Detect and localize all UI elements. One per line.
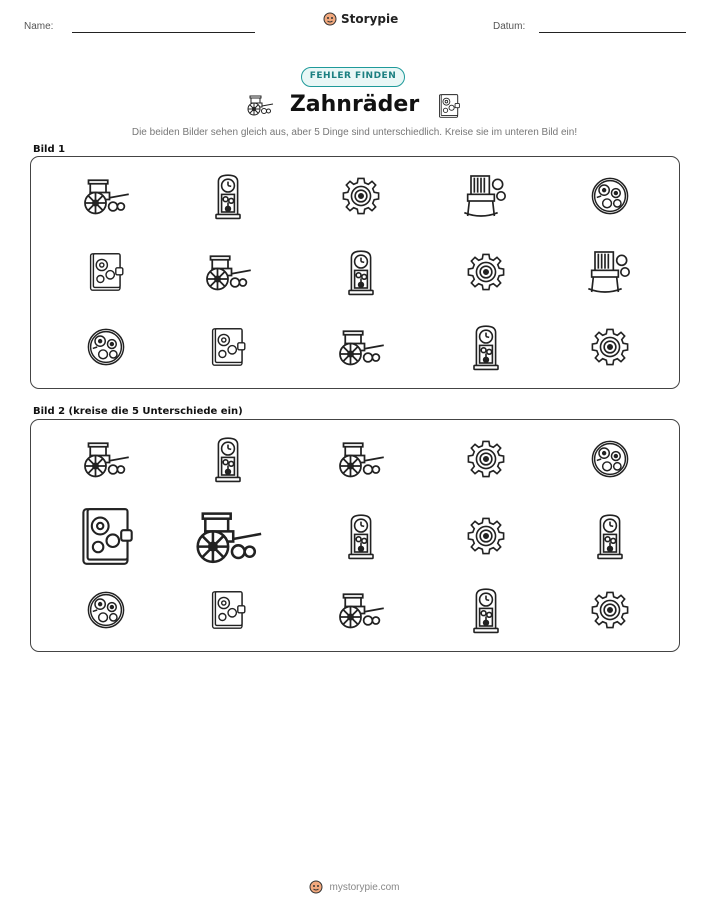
gear-book-icon xyxy=(75,505,138,568)
gear-book-icon xyxy=(85,251,127,293)
clock-icon xyxy=(470,323,502,371)
name-label: Name: xyxy=(24,21,54,32)
gear-cart-icon xyxy=(189,506,267,567)
clock-icon xyxy=(345,512,377,560)
brand-name: Storypie xyxy=(341,12,399,26)
picture1-item-gear-chair[interactable] xyxy=(585,247,635,297)
picture1-item-clockwork[interactable] xyxy=(84,325,128,369)
clockwork-icon xyxy=(84,588,128,632)
storypie-mascot-icon xyxy=(309,880,323,894)
picture2-item-gear[interactable] xyxy=(464,437,508,481)
footer-url: mystorypie.com xyxy=(329,881,400,893)
clock-icon xyxy=(345,248,377,296)
picture1-item-gear[interactable] xyxy=(339,174,383,218)
picture2-item-gear-cart[interactable] xyxy=(189,506,267,567)
gear-cart-icon xyxy=(79,175,133,217)
date-label: Datum: xyxy=(493,21,526,32)
clock-icon xyxy=(212,435,244,483)
clockwork-icon xyxy=(84,325,128,369)
picture1-item-clock[interactable] xyxy=(212,172,244,220)
picture1-item-gear-chair[interactable] xyxy=(461,171,511,221)
footer xyxy=(0,880,709,894)
clock-icon xyxy=(212,172,244,220)
picture1-item-clock[interactable] xyxy=(470,323,502,371)
picture2-label: Bild 2 (kreise die 5 Unterschiede ein) xyxy=(33,406,243,417)
clock-icon xyxy=(470,586,502,634)
gear-cart-icon xyxy=(334,326,388,368)
picture1-item-gear-cart[interactable] xyxy=(201,251,255,293)
picture2-item-gear-book[interactable] xyxy=(207,589,249,631)
picture1-item-gear[interactable] xyxy=(588,325,632,369)
picture2-item-clock[interactable] xyxy=(212,435,244,483)
picture2-item-clock[interactable] xyxy=(470,586,502,634)
picture1-item-clock[interactable] xyxy=(345,248,377,296)
picture1-item-gear-cart[interactable] xyxy=(79,175,133,217)
gear-book-icon xyxy=(436,93,462,124)
picture2-item-gear-cart[interactable] xyxy=(334,438,388,480)
gear-cart-icon xyxy=(334,589,388,631)
picture2-item-gear-cart[interactable] xyxy=(334,589,388,631)
gear-chair-icon xyxy=(461,171,511,221)
clockwork-icon xyxy=(588,174,632,218)
picture2-item-gear-cart[interactable] xyxy=(79,438,133,480)
gear-cart-icon xyxy=(79,438,133,480)
picture1-item-gear[interactable] xyxy=(464,250,508,294)
gear-book-icon xyxy=(207,326,249,368)
picture2-item-gear-book[interactable] xyxy=(75,505,138,568)
gear-icon xyxy=(464,250,508,294)
clock-icon xyxy=(594,512,626,560)
brand-logo xyxy=(323,12,398,26)
gear-cart-icon xyxy=(334,438,388,480)
page-title: Zahnräder xyxy=(289,92,420,117)
gear-cart-icon xyxy=(201,251,255,293)
instructions: Die beiden Bilder sehen gleich aus, aber 5 Dinge sind unterschiedlich. Kreise sie im unteren Bild ein! xyxy=(131,127,578,138)
storypie-mascot-icon xyxy=(323,12,337,26)
picture1-item-gear-book[interactable] xyxy=(207,326,249,368)
gear-icon xyxy=(588,588,632,632)
clockwork-icon xyxy=(588,437,632,481)
gear-chair-icon xyxy=(585,247,635,297)
picture1-item-gear-book[interactable] xyxy=(85,251,127,293)
picture1-item-gear-cart[interactable] xyxy=(334,326,388,368)
picture2-item-clock[interactable] xyxy=(345,512,377,560)
name-line xyxy=(72,32,255,33)
gear-book-icon xyxy=(207,589,249,631)
picture2-item-gear[interactable] xyxy=(588,588,632,632)
picture2-item-gear[interactable] xyxy=(464,514,508,558)
gear-icon xyxy=(464,514,508,558)
gear-icon xyxy=(339,174,383,218)
gear-icon xyxy=(464,437,508,481)
picture1-label: Bild 1 xyxy=(33,144,66,155)
picture1-item-clockwork[interactable] xyxy=(588,174,632,218)
picture2-item-clock[interactable] xyxy=(594,512,626,560)
activity-tag: FEHLER FINDEN xyxy=(301,67,405,87)
gear-icon xyxy=(588,325,632,369)
picture2-item-clockwork[interactable] xyxy=(588,437,632,481)
date-line xyxy=(539,32,686,33)
picture2-item-clockwork[interactable] xyxy=(84,588,128,632)
